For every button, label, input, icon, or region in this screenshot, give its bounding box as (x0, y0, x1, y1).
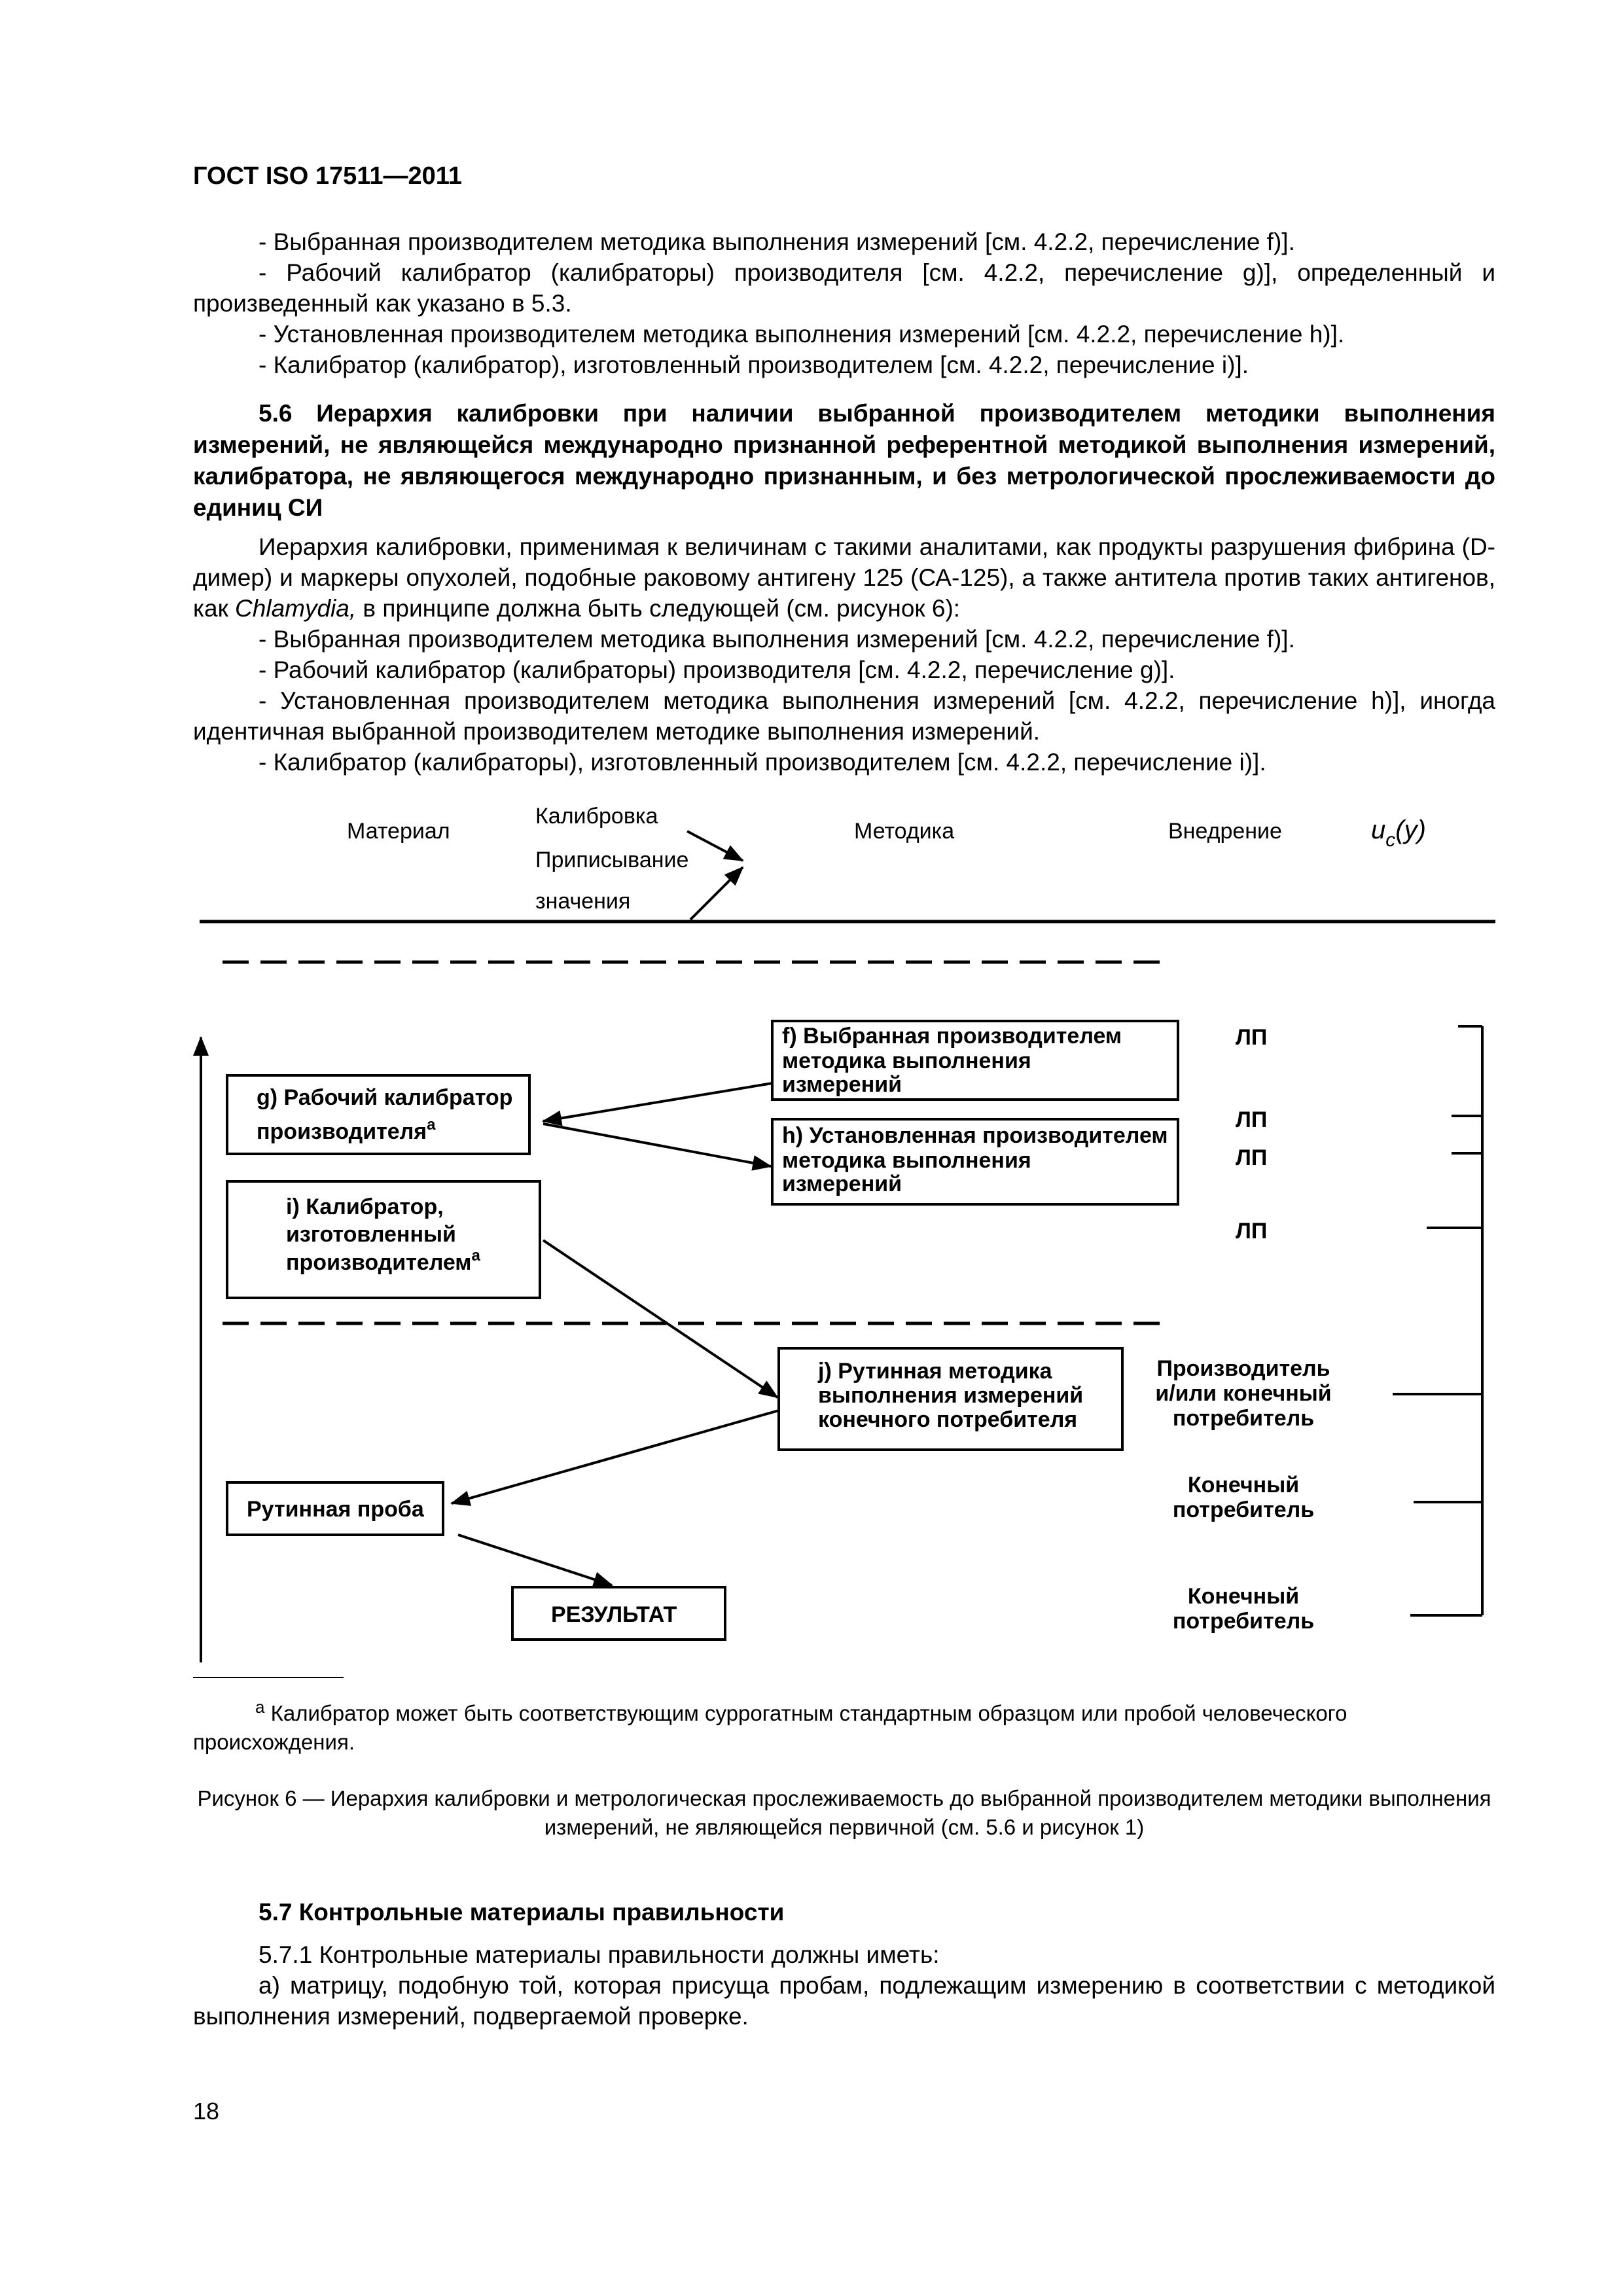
paragraph-italic: Chlamydia, (235, 595, 357, 622)
box-g-line1: g) Рабочий калибратор (257, 1085, 513, 1110)
paragraph-5-7-1: 5.7.1 Контрольные материалы правильности должны иметь: (259, 1941, 940, 1968)
footnote-text: Калибратор может быть соответствующим суррогатным стандартным образцом или пробой человеческого происхождения. (193, 1701, 1347, 1754)
footnote-marker: a (471, 1247, 480, 1265)
footnote-marker: a (255, 1697, 265, 1717)
list-item: - Установленная производителем методика выполнения измерений [см. 4.2.2, перечисление h)]. (259, 321, 1345, 348)
implementation-end-user-1b: потребитель (1172, 1498, 1315, 1522)
header-arrow-up (690, 867, 743, 920)
arrow-sample-to-result (458, 1535, 612, 1585)
box-f-line1: f) Выбранная производителем (782, 1024, 1122, 1049)
uncertainty-subscript: c (1385, 829, 1396, 851)
paragraph-text: в принципе должна быть следующей (см. рисунок 6): (356, 595, 961, 622)
list-item: - Калибратор (калибратор), изготовленный производителем [см. 4.2.2, перечисление i)]. (259, 351, 1249, 378)
box-f-line3: измерений (782, 1072, 902, 1097)
box-h-line1: h) Установленная производителем (782, 1123, 1168, 1148)
box-j-line1: j) Рутинная методика (818, 1359, 1052, 1384)
implementation-lp: ЛП (1236, 1025, 1268, 1050)
header-method: Методика (854, 819, 955, 844)
box-g-line2 (257, 1116, 436, 1144)
box-h-line2: методика выполнения (782, 1148, 1031, 1173)
header-assignment: Приписывание (535, 848, 689, 872)
box-h-line3: измерений (782, 1172, 902, 1196)
arrow-f-to-g (543, 1083, 772, 1121)
intro-list (193, 226, 1495, 380)
list-item: - Выбранная производителем методика выполнения измерений [см. 4.2.2, перечисление f)]. (259, 228, 1295, 255)
arrow-i-to-j (543, 1240, 777, 1397)
box-j-line3: конечного потребителя (818, 1407, 1078, 1432)
footnote (193, 1693, 1495, 1757)
implementation-producer-3: потребитель (1172, 1406, 1315, 1431)
header-arrow-down (687, 831, 743, 861)
box-i-line3-text: производителем (286, 1250, 472, 1275)
page-header: ГОСТ ISO 17511—2011 (193, 162, 462, 190)
box-i-line2: изготовленный (286, 1222, 456, 1247)
box-g-line2-text: производителя (257, 1119, 427, 1144)
implementation-lp: ЛП (1236, 1145, 1268, 1170)
box-i-line1: i) Калибратор, (286, 1194, 444, 1219)
section-paragraph (193, 531, 1495, 624)
arrow-j-to-sample (452, 1410, 779, 1503)
implementation-end-user-2: Конечный (1187, 1584, 1300, 1609)
box-j-line2: выполнения измерений (818, 1383, 1084, 1408)
list-item: - Установленная производителем методика выполнения измерений [см. 4.2.2, перечисление h)], иногда идентичная выбранной производителем методике выполнения измерений. (193, 687, 1495, 745)
box-f-line2: методика выполнения (782, 1049, 1031, 1073)
figure-caption: Рисунок 6 — Иерархия калибровки и метрологическая прослеживаемость до выбранной производителем методики выполнения измерений, не являющейся первичной (см. 5.6 и рисунок 1) (197, 1786, 1491, 1839)
implementation-lp: ЛП (1236, 1107, 1268, 1132)
uncertainty-rest: (y) (1395, 816, 1426, 844)
header-assignment-2: значения (535, 889, 631, 914)
box-result-label: РЕЗУЛЬТАТ (551, 1602, 677, 1627)
implementation-lp: ЛП (1236, 1219, 1268, 1244)
box-i-line3 (286, 1247, 480, 1275)
paragraph-text: Иерархия калибровки, применимая к величинам с такими аналитами, как продукты разрушения фибрина (D-димер) и маркеры опухолей, подобные раковому антигену 125 (СА-125), а также антитела против таких антигенов, как (193, 533, 1495, 622)
implementation-end-user-2b: потребитель (1172, 1609, 1315, 1634)
section-heading-5-6: 5.6 Иерархия калибровки при наличии выбранной производителем методики выполнения измерений, не являющейся международно признанной референтной методикой выполнения измерений, калибратора, не являющегося международно признанным, и без метрологической прослеживаемости до единиц СИ (193, 400, 1495, 521)
header-material: Материал (347, 819, 450, 844)
footnote-rule (193, 1677, 344, 1678)
box-routine-sample-label: Рутинная проба (247, 1497, 424, 1522)
calibration-hierarchy-diagram (0, 785, 1623, 1662)
section-5-7 (193, 1897, 1495, 2032)
implementation-producer-1: Производитель (1156, 1356, 1330, 1381)
section-heading-5-7: 5.7 Контрольные материалы правильности (259, 1899, 785, 1926)
footnote-marker: a (427, 1116, 436, 1134)
uncertainty-symbol: u (1371, 816, 1386, 844)
header-calibration: Калибровка (535, 804, 658, 829)
list-item: - Рабочий калибратор (калибраторы) производителя [см. 4.2.2, перечисление g)]. (259, 656, 1175, 683)
implementation-end-user-1: Конечный (1187, 1473, 1300, 1498)
list-item-a: а) матрицу, подобную той, которая присуща пробам, подлежащим измерению в соответствии с методикой выполнения измерений, подвергаемой проверке. (193, 1972, 1495, 2030)
implementation-producer-2: и/или конечный (1155, 1381, 1332, 1406)
header-uncertainty (1371, 816, 1426, 851)
list-item: - Калибратор (калибраторы), изготовленный производителем [см. 4.2.2, перечисление i)]. (259, 749, 1266, 776)
page-number: 18 (193, 2098, 220, 2125)
list-item: - Рабочий калибратор (калибраторы) производителя [см. 4.2.2, перечисление g)], определенный и произведенный как указано в 5.3. (193, 259, 1495, 317)
section-5-6-body (193, 531, 1495, 778)
list-item: - Выбранная производителем методика выполнения измерений [см. 4.2.2, перечисление f)]. (259, 626, 1295, 653)
header-implementation: Внедрение (1168, 819, 1282, 844)
arrow-g-to-h (543, 1124, 771, 1166)
